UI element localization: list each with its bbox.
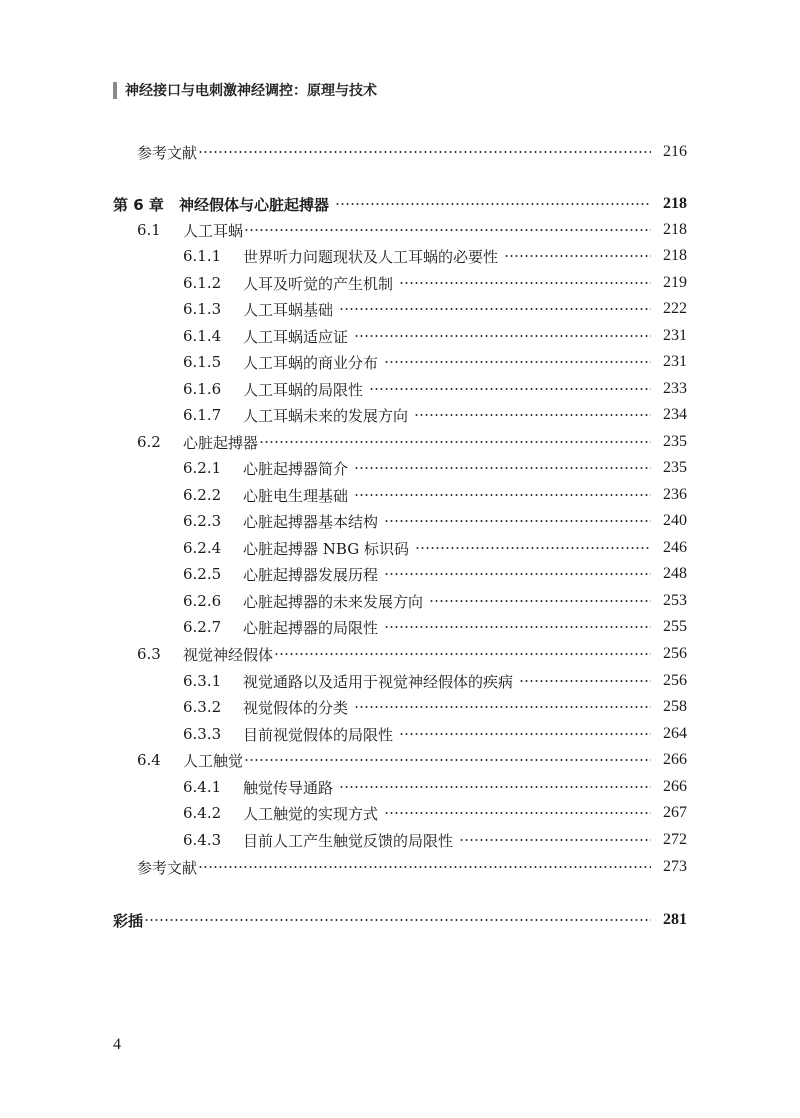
toc-entry-number: 6.1.2 bbox=[183, 274, 222, 292]
toc-entry-number: 6.1.1 bbox=[183, 247, 222, 265]
toc-entry-page: 273 bbox=[663, 858, 687, 875]
toc-entry-page: 253 bbox=[663, 592, 687, 609]
toc-entry-number: 6.1.6 bbox=[183, 380, 222, 398]
toc-entry-6-2-4[interactable] bbox=[183, 535, 687, 561]
toc-entry-number: 6.2 bbox=[137, 433, 161, 451]
toc-entry-6-4-3[interactable] bbox=[183, 827, 687, 853]
toc-entry-title: 触觉传导通路 bbox=[243, 778, 334, 797]
toc-entry-6-1-5[interactable] bbox=[183, 349, 687, 375]
toc-entry-number: 6.3.2 bbox=[183, 698, 222, 716]
dot-leader bbox=[198, 139, 651, 165]
toc-entry-page: 266 bbox=[663, 778, 687, 795]
toc-entry-page: 235 bbox=[663, 459, 687, 476]
toc-entry-title: 心脏起搏器 bbox=[183, 433, 259, 452]
toc-entry-title: 人工耳蜗 bbox=[183, 221, 244, 240]
toc-entry-number: 6.4.1 bbox=[183, 778, 222, 796]
toc-entry-title: 心脏起搏器的未来发展方向 bbox=[243, 592, 424, 611]
toc-entry-page: 256 bbox=[663, 672, 687, 689]
toc-entry-number: 6.3.1 bbox=[183, 672, 222, 690]
toc-entry-page: 219 bbox=[663, 274, 687, 291]
toc-entry-title: 心脏起搏器简介 bbox=[243, 459, 349, 478]
dot-leader bbox=[399, 270, 651, 296]
toc-entry-6-4[interactable] bbox=[137, 747, 687, 773]
toc-entry-6-2-7[interactable] bbox=[183, 614, 687, 640]
toc-entry-title: 人工触觉的实现方式 bbox=[243, 804, 379, 823]
toc-entry-number: 6.1 bbox=[137, 221, 161, 239]
toc-entry-title: 目前视觉假体的局限性 bbox=[243, 725, 394, 744]
toc-entry-number: 6.4.2 bbox=[183, 804, 222, 822]
toc-entry-6-2-2[interactable] bbox=[183, 482, 687, 508]
dot-leader bbox=[339, 296, 651, 322]
toc-entry-number: 6.2.2 bbox=[183, 486, 222, 504]
toc-entry-number: 6.2.4 bbox=[183, 539, 222, 557]
toc-entry-title: 彩插 bbox=[113, 911, 144, 930]
dot-leader bbox=[335, 191, 651, 217]
running-head bbox=[113, 80, 377, 100]
toc-entry-number: 6.1.5 bbox=[183, 353, 222, 371]
toc-entry-6-2-6[interactable] bbox=[183, 588, 687, 614]
toc-entry-6-1-6[interactable] bbox=[183, 376, 687, 402]
toc-entry-number: 6.4.3 bbox=[183, 831, 222, 849]
toc-entry-page: 281 bbox=[663, 911, 687, 928]
toc-entry-page: 236 bbox=[663, 486, 687, 503]
toc-entry-title: 人工耳蜗的商业分布 bbox=[243, 353, 379, 372]
dot-leader bbox=[384, 508, 651, 534]
toc-entry-6-4-2[interactable] bbox=[183, 800, 687, 826]
page-number: 4 bbox=[113, 1036, 121, 1053]
toc-entry-page: 231 bbox=[663, 327, 687, 344]
toc-entry-6-1-2[interactable] bbox=[183, 270, 687, 296]
book-title: 神经接口与电刺激神经调控：原理与技术 bbox=[125, 83, 377, 99]
toc-entry-number: 6.1.4 bbox=[183, 327, 222, 345]
dot-leader bbox=[144, 907, 651, 933]
toc-entry-page: 264 bbox=[663, 725, 687, 742]
toc-entry-6-1[interactable] bbox=[137, 217, 687, 243]
toc-entry-6-4-1[interactable] bbox=[183, 774, 687, 800]
dot-leader bbox=[354, 323, 651, 349]
toc-entry-number: 6.3.3 bbox=[183, 725, 222, 743]
toc-entry-page: 272 bbox=[663, 831, 687, 848]
toc-entry-title: 神经假体与心脏起搏器 bbox=[179, 195, 330, 214]
toc-entry-6-2-3[interactable] bbox=[183, 508, 687, 534]
toc-entry-title: 人耳及听觉的产生机制 bbox=[243, 274, 394, 293]
toc-entry-title: 人工耳蜗基础 bbox=[243, 300, 334, 319]
dot-leader bbox=[384, 561, 651, 587]
dot-leader bbox=[274, 641, 651, 667]
toc-entry-title: 心脏起搏器发展历程 bbox=[243, 565, 379, 584]
dot-leader bbox=[414, 402, 651, 428]
toc-entry-page: 218 bbox=[663, 247, 687, 264]
toc-entry-6-3-1[interactable] bbox=[183, 668, 687, 694]
dot-leader bbox=[384, 349, 651, 375]
toc-entry-page: 218 bbox=[663, 195, 687, 212]
toc-entry-title: 心脏电生理基础 bbox=[243, 486, 349, 505]
dot-leader bbox=[429, 588, 651, 614]
toc-entry-title: 人工触觉 bbox=[183, 751, 244, 770]
dot-leader bbox=[504, 243, 651, 269]
dot-leader bbox=[354, 694, 651, 720]
toc-entry-color-plates[interactable] bbox=[113, 907, 687, 933]
toc-entry-6-3[interactable] bbox=[137, 641, 687, 667]
dot-leader bbox=[399, 721, 651, 747]
toc-entry-title: 心脏起搏器的局限性 bbox=[243, 618, 379, 637]
dot-leader bbox=[459, 827, 651, 853]
dot-leader bbox=[354, 482, 651, 508]
toc-entry-page: 240 bbox=[663, 512, 687, 529]
toc-entry-page: 222 bbox=[663, 300, 687, 317]
toc-entry-number: 6.2.6 bbox=[183, 592, 222, 610]
dot-leader bbox=[339, 774, 651, 800]
toc-entry-page: 234 bbox=[663, 406, 687, 423]
toc-entry-number: 6.4 bbox=[137, 751, 161, 769]
toc-entry-title: 视觉假体的分类 bbox=[243, 698, 349, 717]
toc-entry-title: 心脏起搏器基本结构 bbox=[243, 512, 379, 531]
toc-entry-number: 第 6 章 bbox=[113, 195, 164, 214]
dot-leader bbox=[369, 376, 651, 402]
dot-leader bbox=[415, 535, 651, 561]
toc-entry-page: 246 bbox=[663, 539, 687, 556]
toc-entry-title: 目前人工产生触觉反馈的局限性 bbox=[243, 831, 454, 850]
toc-entry-page: 255 bbox=[663, 618, 687, 635]
dot-leader bbox=[354, 455, 651, 481]
toc-entry-page: 248 bbox=[663, 565, 687, 582]
toc-entry-6-1-7[interactable] bbox=[183, 402, 687, 428]
toc-entry-number: 6.3 bbox=[137, 645, 161, 663]
toc-entry-page: 233 bbox=[663, 380, 687, 397]
toc-entry-page: 231 bbox=[663, 353, 687, 370]
toc-entry-6-2[interactable] bbox=[137, 429, 687, 455]
toc-entry-chapter-6[interactable] bbox=[113, 191, 687, 217]
toc-entry-number: 6.2.3 bbox=[183, 512, 222, 530]
toc-entry-title: 人工耳蜗未来的发展方向 bbox=[243, 406, 409, 425]
toc-entry-6-1-1[interactable] bbox=[183, 243, 687, 269]
toc-entry-6-2-5[interactable] bbox=[183, 561, 687, 587]
toc-entry-title: 参考文献 bbox=[137, 143, 198, 162]
toc-entry-number: 6.1.3 bbox=[183, 300, 222, 318]
toc-entry-title: 人工耳蜗适应证 bbox=[243, 327, 349, 346]
toc-entry-page: 258 bbox=[663, 698, 687, 715]
toc-entry-page: 267 bbox=[663, 804, 687, 821]
toc-entry-title: 视觉通路以及适用于视觉神经假体的疾病 bbox=[243, 672, 514, 691]
toc-entry-number: 6.1.7 bbox=[183, 406, 222, 424]
toc-entry-6-3-2[interactable] bbox=[183, 694, 687, 720]
toc-entry-page: 266 bbox=[663, 751, 687, 768]
toc-entry-page: 256 bbox=[663, 645, 687, 662]
header-bar-decoration bbox=[113, 82, 117, 99]
toc-entry-title: 参考文献 bbox=[137, 858, 198, 877]
dot-leader bbox=[259, 429, 651, 455]
toc-entry-references-ch6[interactable] bbox=[137, 854, 687, 880]
toc-entry-title: 视觉神经假体 bbox=[183, 645, 274, 664]
toc-entry-6-1-4[interactable] bbox=[183, 323, 687, 349]
toc-entry-number: 6.2.1 bbox=[183, 459, 222, 477]
toc-entry-number: 6.2.7 bbox=[183, 618, 222, 636]
toc-entry-6-2-1[interactable] bbox=[183, 455, 687, 481]
toc-entry-title: 心脏起搏器 NBG 标识码 bbox=[243, 539, 409, 558]
dot-leader bbox=[198, 854, 651, 880]
toc-entry-6-3-3[interactable] bbox=[183, 721, 687, 747]
toc-entry-6-1-3[interactable] bbox=[183, 296, 687, 322]
toc-entry-title: 人工耳蜗的局限性 bbox=[243, 380, 364, 399]
toc-entry-page: 235 bbox=[663, 433, 687, 450]
dot-leader bbox=[519, 668, 651, 694]
dot-leader bbox=[244, 747, 651, 773]
dot-leader bbox=[244, 217, 651, 243]
toc-entry-title: 世界听力问题现状及人工耳蜗的必要性 bbox=[243, 247, 499, 266]
toc-entry-page: 218 bbox=[663, 221, 687, 238]
toc-entry-page: 216 bbox=[663, 143, 687, 160]
dot-leader bbox=[384, 614, 651, 640]
toc-entry-references-ch5[interactable] bbox=[137, 139, 687, 165]
dot-leader bbox=[384, 800, 651, 826]
toc-entry-number: 6.2.5 bbox=[183, 565, 222, 583]
